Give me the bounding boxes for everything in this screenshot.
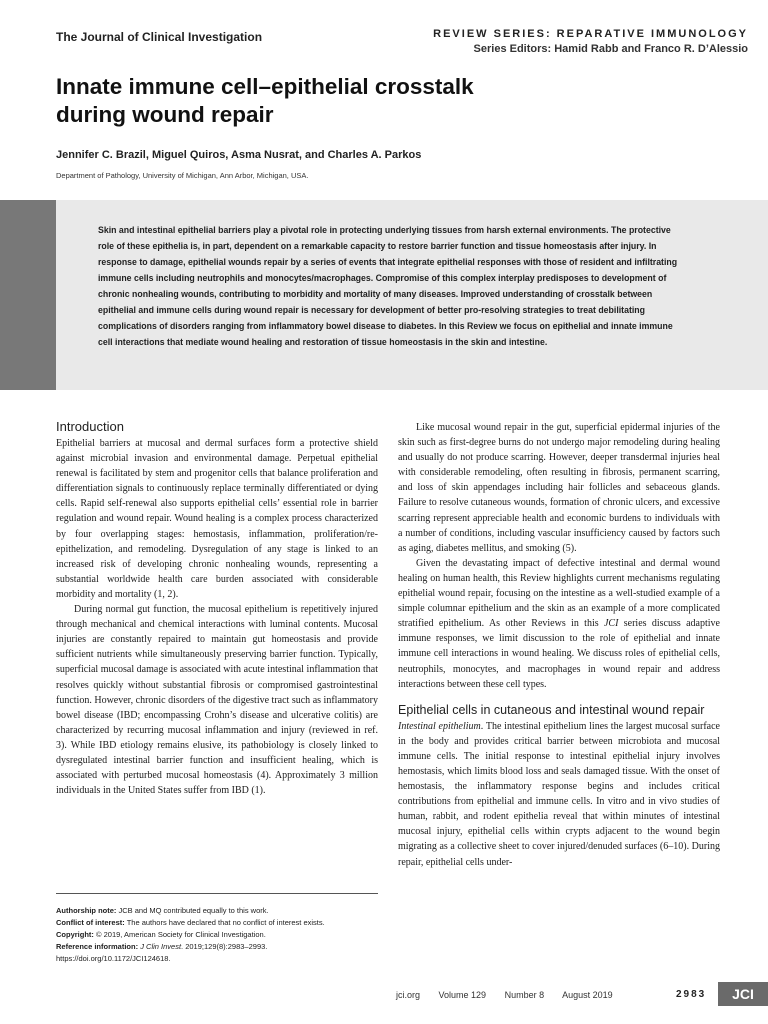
reference-information: Reference information: J Clin Invest. 2019;129(8):2983–2993. bbox=[56, 941, 268, 951]
copyright-note: Copyright: © 2019, American Society for Clinical Investigation. bbox=[56, 929, 266, 939]
footer-volume: Volume 129 bbox=[438, 990, 487, 1000]
footnote-divider bbox=[56, 893, 378, 894]
review-series-header bbox=[433, 28, 748, 55]
epithelial-cells-heading: Epithelial cells in cutaneous and intestinal wound repair bbox=[398, 702, 705, 717]
right-paragraph-3-body: . The intestinal epithelium lines the largest mucosal surface in the body and provides critical barrier between microbiota and mucosal immune cells. The initial response to intestinal epithelial injury involves hemostasis, which limits blood loss and seals damaged tissue. With the onset of hemostasis, the inflammatory response begins and includes critical contributions from epithelial and immune cells. In vitro and in vivo studies of human, rabbit, and rodent epithelia reveal that within minutes of intestinal mucosal injury, epithelial cells within crypts adjacent to the wound begin migrating as a collective sheet to cover injured/denuded surfaces (6–10). During repair, epithelial cells under- bbox=[398, 720, 720, 868]
right-paragraph-2-a: Given the devastating impact of defective intestinal and dermal wound healing on human health, this Review highlights current mechanisms regulating epithelial wound repair, focusing on the intestine as a well-studied example of a simple columnar epithelium and the skin as an example of a more complicated stratified epithelium. As other Reviews in this bbox=[398, 557, 720, 630]
introduction-heading: Introduction bbox=[56, 419, 124, 434]
intro-paragraph-2: During normal gut function, the mucosal epithelium is repetitively injured through mechanical and chemical interactions with luminal contents. Mucosal injuries are constantly repaired to maintain gut homeostasis and provide sufficient nutrients while simultaneously preserving barrier function. Typically, superficial mucosal damage is associated with acute intestinal inflammation that resolves quickly without substantial fibrosis or compromised gastrointestinal function. However, chronic disorders of the digestive tract such as inflammatory bowel disease (IBD; encompassing Crohn’s disease and ulcerative colitis) are characterized by recurring mucosal inflammation and injury (reviewed in ref. 3). While IBD etiology remains elusive, its pathobiology is closely linked to dysregulated intestinal barrier function and insufficient healing, which is associated with perturbed mucosal homeostasis (4). Approximately 3 million individuals in the United States suffer from IBD (1). bbox=[56, 604, 378, 797]
review-series-title: REVIEW SERIES: REPARATIVE IMMUNOLOGY bbox=[433, 28, 748, 40]
author-list: Jennifer C. Brazil, Miguel Quiros, Asma Nusrat, and Charles A. Parkos bbox=[56, 149, 422, 161]
footer-site[interactable]: jci.org bbox=[396, 990, 421, 1000]
intro-paragraph-1: Epithelial barriers at mucosal and dermal surfaces form a protective shield against microbial invasion and environmental damage. Perpetual epithelial renewal is facilitated by stem and progenitor cells that balance proliferation and differentiation signals to continuously replace terminally differentiated or dying cells. Rapid self-renewal also supports epithelial cells’ essential role in barrier regulation and wound repair. Wound healing is a complex process characterized by four overlapping stages: hemostasis, inflammation, proliferation/re-epithelization, and remodeling. Dysregulation of any stage is linked to an increased risk of developing chronic nonhealing wounds, representing a substantial worldwide health care burden associated with considerable morbidity and mortality (1, 2). bbox=[56, 438, 378, 600]
page-number: 2983 bbox=[676, 989, 707, 1000]
jci-logo: JCI bbox=[718, 982, 768, 1006]
doi-link[interactable]: https://doi.org/10.1172/JCI124618. bbox=[56, 953, 171, 963]
page-footer bbox=[396, 990, 629, 1000]
right-paragraph-2 bbox=[398, 556, 720, 692]
article-title bbox=[56, 73, 616, 129]
authorship-note: Authorship note: JCB and MQ contributed equally to this work. bbox=[56, 906, 269, 915]
journal-name: The Journal of Clinical Investigation bbox=[56, 30, 263, 44]
intestinal-epithelium-lead: Intestinal epithelium bbox=[398, 720, 481, 732]
jci-italic: JCI bbox=[603, 618, 619, 630]
right-paragraph-1: Like mucosal wound repair in the gut, superficial epidermal injuries of the skin such as first-degree burns do not undergo major remodeling during healing and usually do not produce scarring. However, deeper transdermal injuries heal with considerable remodeling, often resulting in fibrosis, permanent scarring, and loss of skin appendages including hair follicles and sebaceous glands. Failure to resolve cutaneous wounds, formation of chronic ulcers, and excessive scarring represent appreciable health and economic burdens to individuals with a number of conditions, including vascular insufficiency caused by factors such as aging, diabetes mellitus, and smoking (5). bbox=[398, 422, 720, 554]
conflict-of-interest: Conflict of interest: The authors have declared that no conflict of interest exists. bbox=[56, 917, 325, 927]
right-column bbox=[398, 420, 720, 870]
article-title-line1: Innate immune cell–epithelial crosstalk bbox=[56, 74, 474, 99]
abstract-side-bar bbox=[0, 200, 56, 390]
right-paragraph-3 bbox=[398, 719, 720, 870]
footer-date: August 2019 bbox=[562, 990, 613, 1000]
series-editors: Series Editors: Hamid Rabb and Franco R. D’Alessio bbox=[473, 43, 748, 55]
right-paragraph-2-b: series discuss adaptive immune responses, we limit discussion to the role of epithelial and innate immune cell interactions in wound healing. We discuss roles of epithelial cells, neutrophils, monocytes, and macrophages in wound repair and address interactions between these cell types. bbox=[398, 618, 720, 690]
article-title-line2: during wound repair bbox=[56, 102, 274, 127]
abstract-text: Skin and intestinal epithelial barriers play a pivotal role in protecting underlying tissues from harsh external environments. The protective role of these epithelia is, in part, dependent on a remarkable capacity to restore barrier function and tissue homeostasis after injury. In response to damage, epithelial wounds repair by a series of events that integrate epithelial responses with those of resident and infiltrating immune cells including neutrophils and monocytes/macrophages. Compromise of this complex interplay predisposes to development of chronic nonhealing wounds, contributing to morbidity and mortality of many diseases. Improved understanding of crosstalk between epithelial and immune cells during wound repair is necessary for development of better pro-resolving strategies to treat debilitating complications of disorders ranging from inflammatory bowel disease to diabetes. In this Review we focus on epithelial and innate immune cell interactions that mediate wound healing and restoration of tissue homeostasis in the skin and intestine. bbox=[98, 225, 678, 348]
affiliation: Department of Pathology, University of Michigan, Ann Arbor, Michigan, USA. bbox=[56, 171, 309, 180]
footer-number: Number 8 bbox=[504, 990, 545, 1000]
footnotes bbox=[56, 905, 386, 965]
left-column bbox=[56, 418, 378, 798]
